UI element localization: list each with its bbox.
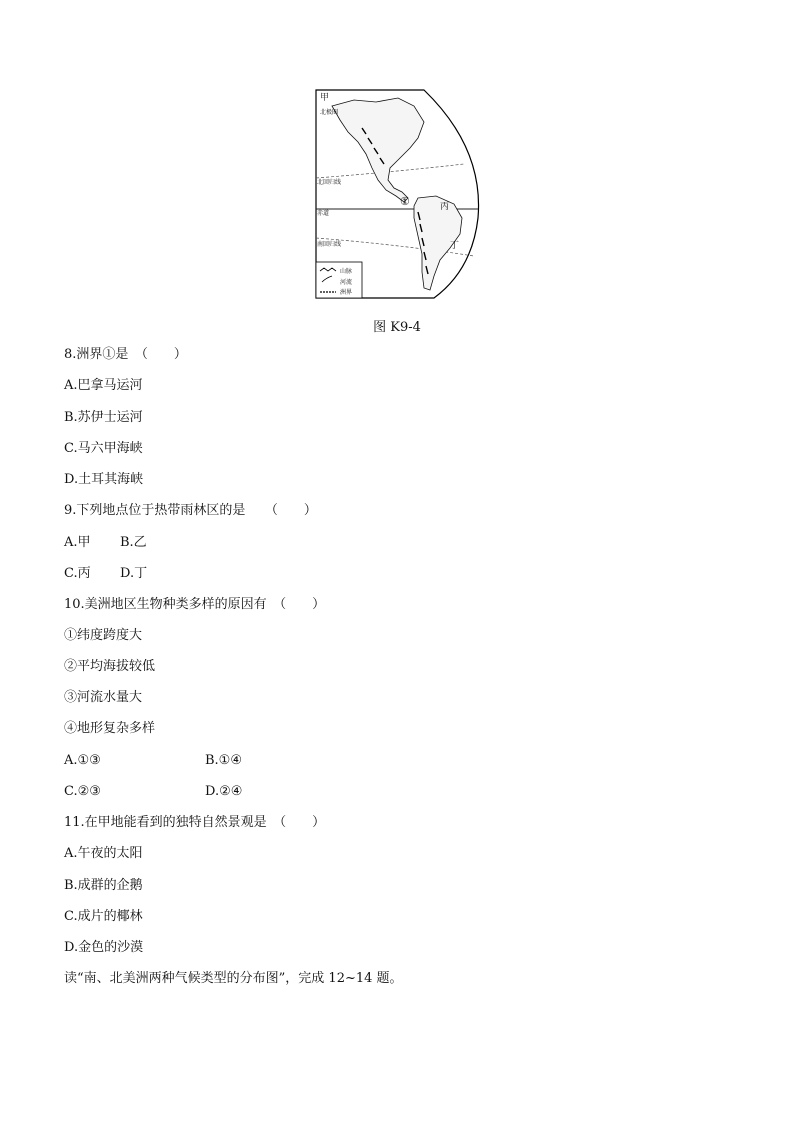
question-8-option-d: D.土耳其海峡 <box>64 472 144 487</box>
map-legend <box>316 262 362 298</box>
label-arctic-circle: 北极圈 <box>320 109 339 116</box>
question-10-item-2: ②平均海拔较低 <box>64 659 156 674</box>
question-10-options-row-1 <box>64 753 242 769</box>
legend-river: 河流 <box>340 279 353 286</box>
question-8-option-b: B.苏伊士运河 <box>64 410 143 425</box>
question-8-option-a: A.巴拿马运河 <box>64 378 143 393</box>
instruction-text: 读“南、北美洲两种气候类型的分布图”，完成 12~14 题。 <box>64 971 403 986</box>
question-8-option-c: C.马六甲海峡 <box>64 441 143 456</box>
question-9-option-a: A.甲 <box>64 535 91 550</box>
question-10-options-row-2 <box>64 784 242 800</box>
question-10-item-1: ①纬度跨度大 <box>64 628 143 643</box>
question-10-option-d: D.②④ <box>205 784 243 799</box>
question-11-option-c: C.成片的椰林 <box>64 909 143 924</box>
label-equator: 赤道 <box>317 210 330 217</box>
label-jia: 甲 <box>320 93 330 103</box>
question-11-stem: 11.在甲地能看到的独特自然景观是 （ ） <box>64 815 326 830</box>
question-10-option-a: A.①③ <box>64 753 101 768</box>
legend-mountain: 山脉 <box>340 268 353 275</box>
question-9-options-row-1 <box>64 535 147 551</box>
question-10-option-c: C.②③ <box>64 784 101 799</box>
question-8-stem: 8.洲界①是 （ ） <box>64 347 187 362</box>
question-9-option-d: D.丁 <box>120 566 148 581</box>
question-9-stem: 9.下列地点位于热带雨林区的是 （ ） <box>64 503 317 518</box>
question-10-stem: 10.美洲地区生物种类多样的原因有 （ ） <box>64 597 326 612</box>
americas-map <box>314 88 480 300</box>
legend-boundary: 洲界 <box>340 289 353 296</box>
question-11-option-b: B.成群的企鹅 <box>64 878 143 893</box>
label-south-tropic: 南回归线 <box>317 241 342 248</box>
label-boundary-1: ① <box>400 195 410 208</box>
label-north-tropic: 北回归线 <box>317 179 342 186</box>
label-bing: 丙 <box>440 202 450 212</box>
question-9-option-b: B.乙 <box>120 535 147 550</box>
question-10-item-4: ④地形复杂多样 <box>64 721 156 736</box>
question-9-options-row-2 <box>64 566 147 582</box>
question-11-option-d: D.金色的沙漠 <box>64 940 144 955</box>
question-11-option-a: A.午夜的太阳 <box>64 846 143 861</box>
question-10-option-b: B.①④ <box>205 753 242 768</box>
label-ding: 丁 <box>450 241 460 251</box>
question-10-item-3: ③河流水量大 <box>64 690 143 705</box>
figure-caption: 图 K9-4 <box>373 320 421 335</box>
question-9-option-c: C.丙 <box>64 566 91 581</box>
map-figure <box>314 88 480 300</box>
